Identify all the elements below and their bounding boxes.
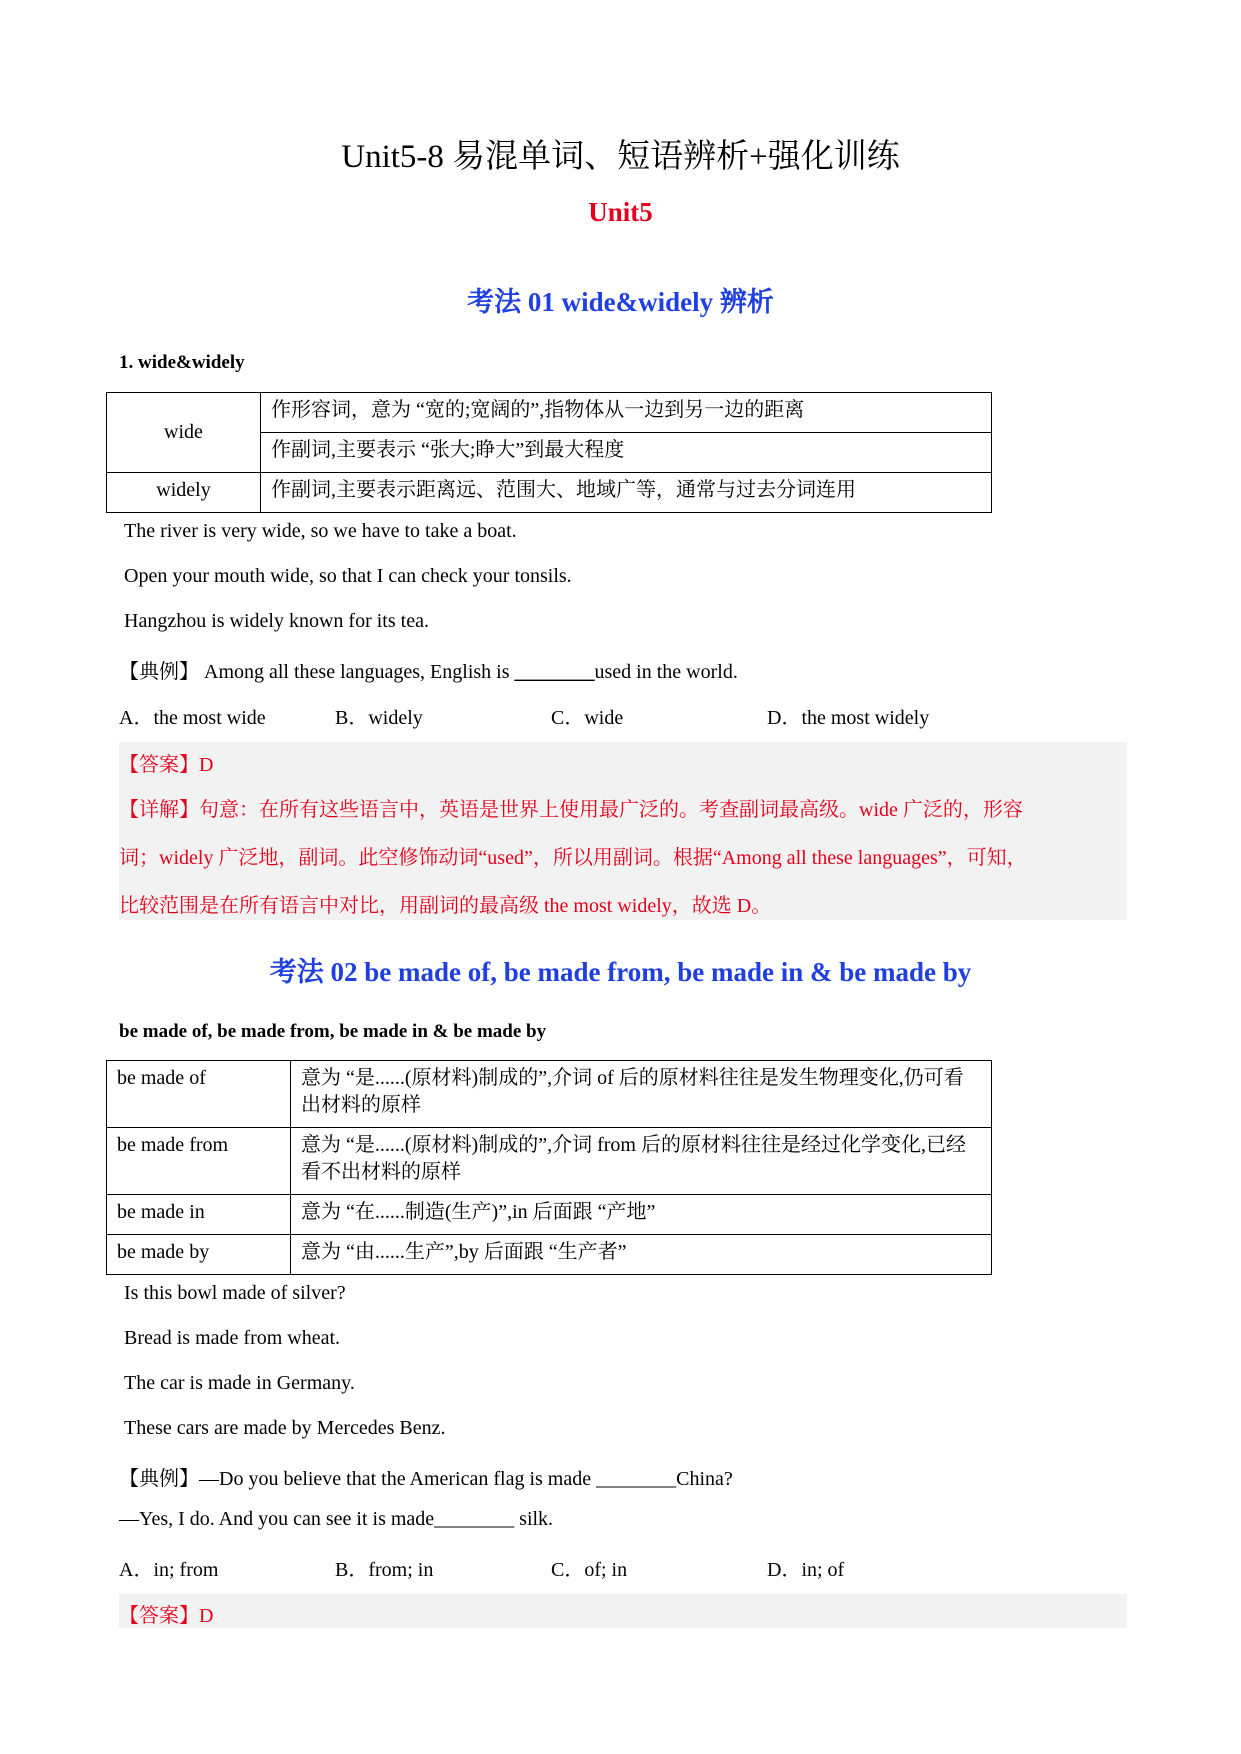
option-c: C．wide (551, 707, 624, 729)
phrase-cell: be made of (107, 1061, 291, 1128)
table-cell-wide: wide (107, 393, 261, 473)
item-title-2: be made of, be made from, be made in & be made by (119, 1021, 547, 1042)
example-sentence: The car is made in Germany. (124, 1372, 355, 1394)
question-label: 【典例】 (119, 661, 199, 683)
option-d: D．the most widely (767, 707, 930, 729)
table-cell-wide-def1: 作形容词，意为 “宽的;宽阔的”,指物体从一边到另一边的距离 (261, 393, 992, 433)
explanation-line: 【详解】句意：在所有这些语言中，英语是世界上使用最广泛的。考查副词最高级。wide 广泛的，形容 (119, 799, 1023, 821)
option-c: C．of; in (551, 1559, 628, 1581)
phrase-cell: be made in (107, 1195, 291, 1235)
options-1 (119, 701, 1019, 731)
table-cell-widely: widely (107, 473, 261, 513)
section-heading-2: 考法 02 be made of, be made from, be made in & be made by (269, 957, 972, 987)
answer-box-2 (119, 1594, 1127, 1628)
phrase-cell: be made from (107, 1128, 291, 1195)
question-blank: ________ (514, 661, 595, 683)
answer-1: 【答案】D (119, 754, 214, 776)
question-2-line-2: —Yes, I do. And you can see it is made________ silk. (119, 1508, 554, 1530)
wide-widely-table (106, 392, 992, 513)
meaning-cell: 意为 “是......(原材料)制成的”,介词 of 后的原材料往往是发生物理变化,仍可看出材料的原样 (291, 1061, 992, 1128)
be-made-table (106, 1060, 992, 1275)
options-2 (119, 1553, 1019, 1583)
example-sentence: Open your mouth wide, so that I can check your tonsils. (124, 565, 572, 587)
table-cell-widely-def: 作副词,主要表示距离远、范围大、地域广等，通常与过去分词连用 (261, 473, 992, 513)
option-b: B．widely (335, 707, 423, 729)
option-b: B．from; in (335, 1559, 434, 1581)
option-a: A．the most wide (119, 707, 266, 729)
meaning-cell: 意为 “是......(原材料)制成的”,介词 from 后的原材料往往是经过化学变化,已经看不出材料的原样 (291, 1128, 992, 1195)
page-title: Unit5-8 易混单词、短语辨析+强化训练 (341, 139, 900, 175)
answer-2: 【答案】D (119, 1605, 214, 1627)
question-text-end: used in the world. (594, 661, 738, 683)
phrase-cell: be made by (107, 1235, 291, 1275)
example-sentence: Bread is made from wheat. (124, 1327, 341, 1349)
question-1 (119, 655, 738, 684)
option-a: A．in; from (119, 1559, 219, 1581)
question-text: Among all these languages, English is (199, 661, 515, 683)
example-sentence: Is this bowl made of silver? (124, 1282, 346, 1304)
example-sentence: Hangzhou is widely known for its tea. (124, 610, 429, 632)
meaning-cell: 意为 “由......生产”,by 后面跟 “生产者” (291, 1235, 992, 1275)
example-sentence: The river is very wide, so we have to take a boat. (124, 520, 517, 542)
table-cell-wide-def2: 作副词,主要表示 “张大;睁大”到最大程度 (261, 433, 992, 473)
explanation-line: 比较范围是在所有语言中对比，用副词的最高级 the most widely，故选 D。 (119, 895, 772, 917)
explanation-line: 词；widely 广泛地，副词。此空修饰动词“used”，所以用副词。根据“Among all these languages”，可知， (119, 847, 1027, 869)
unit-heading: Unit5 (588, 197, 653, 227)
item-title-1: 1. wide&widely (119, 352, 245, 373)
option-d: D．in; of (767, 1559, 845, 1581)
answer-box-1 (119, 742, 1127, 920)
meaning-cell: 意为 “在......制造(生产)”,in 后面跟 “产地” (291, 1195, 992, 1235)
question-2-line-1: 【典例】—Do you believe that the American flag is made ________China? (119, 1468, 733, 1490)
example-sentence: These cars are made by Mercedes Benz. (124, 1417, 446, 1439)
section-heading-1: 考法 01 wide&widely 辨析 (467, 287, 774, 317)
